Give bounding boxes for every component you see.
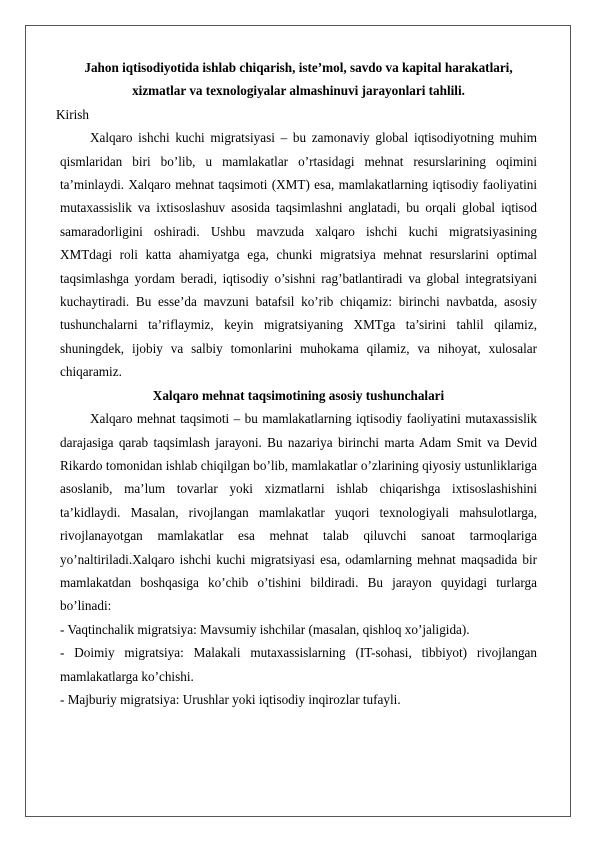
document-body [56,56,537,711]
list-item: - Vaqtinchalik migratsiya: Mavsumiy ishchilar (masalan, qishloq xo’jaligida). [60,621,470,637]
migration-types-list [60,618,537,712]
intro-paragraph: Xalqaro ishchi kuchi migratsiyasi – bu zamonaviy global iqtisodiyotning muhim qismlaridan biri bo’lib, u mamlakatlar o’rtasidagi mehnat resurslarining oqimini ta’minlaydi. Xalqaro mehnat taqsimoti (XMT) esa, mamlakatlarning iqtisodiy faoliyatini mutaxassislik va ixtisoslashuv asosida taqsimlashni anglatadi, bu orqali global iqtisod samaradorligini oshiradi. Ushbu mavzuda xalqaro ishchi kuchi migratsiyasining XMTdagi roli katta ahamiyatga ega, chunki migratsiya mehnat resurslarini optimal taqsimlashga yordam beradi, iqtisodiy o’sishni rag’batlantiradi va global integratsiyani kuchaytiradi. Bu esse’da mavzuni batafsil ko’rib chiqamiz: birinchi navbatda, asosiy tushunchalarni ta’riflaymiz, keyin migratsiyaning XMTga ta’sirini tahlil qilamiz, shuningdek, ijobiy va salbiy tomonlarini muhokama qilamiz, va nihoyat, xulosalar chiqaramiz. [60,130,537,380]
list-item: - Majburiy migratsiya: Urushlar yoki iqtisodiy inqirozlar tufayli. [60,691,401,707]
document-title: Jahon iqtisodiyotida ishlab chiqarish, iste’mol, savdo va kapital harakatlari, xizmatlar va texnologiyalar almashinuvi jarayonlari tahlili. [84,60,513,99]
section-heading: Xalqaro mehnat taqsimotining asosiy tushunchalari [152,387,445,403]
intro-label: Kirish [56,106,89,122]
list-item: - Doimiy migratsiya: Malakali mutaxassislarning (IT-sohasi, tibbiyot) rivojlangan mamlakatlarga ko’chishi. [60,645,537,684]
section-paragraph: Xalqaro mehnat taqsimoti – bu mamlakatlarning iqtisodiy faoliyatini mutaxassislik darajasiga qarab taqsimlash jarayoni. Bu nazariya birinchi marta Adam Smit va Devid Rikardo tomonidan ishlab chiqilgan bo’lib, mamlakatlar o’zlarining qiyosiy ustunliklariga asoslanib, ma’lum tovarlar yoki xizmatlarni ishlab chiqarishga ixtisoslashishini ta’kidlaydi. Masalan, rivojlangan mamlakatlar yuqori texnologiyali mahsulotlarga, rivojlanayotgan mamlakatlar esa mehnat talab qiluvchi sanoat tarmoqlariga yo’naltiriladi.Xalqaro ishchi kuchi migratsiyasi esa, odamlarning mehnat maqsadida bir mamlakatdan boshqasiga ko’chib o’tishini bildiradi. Bu jarayon quyidagi turlarga bo’linadi: [60,411,537,614]
